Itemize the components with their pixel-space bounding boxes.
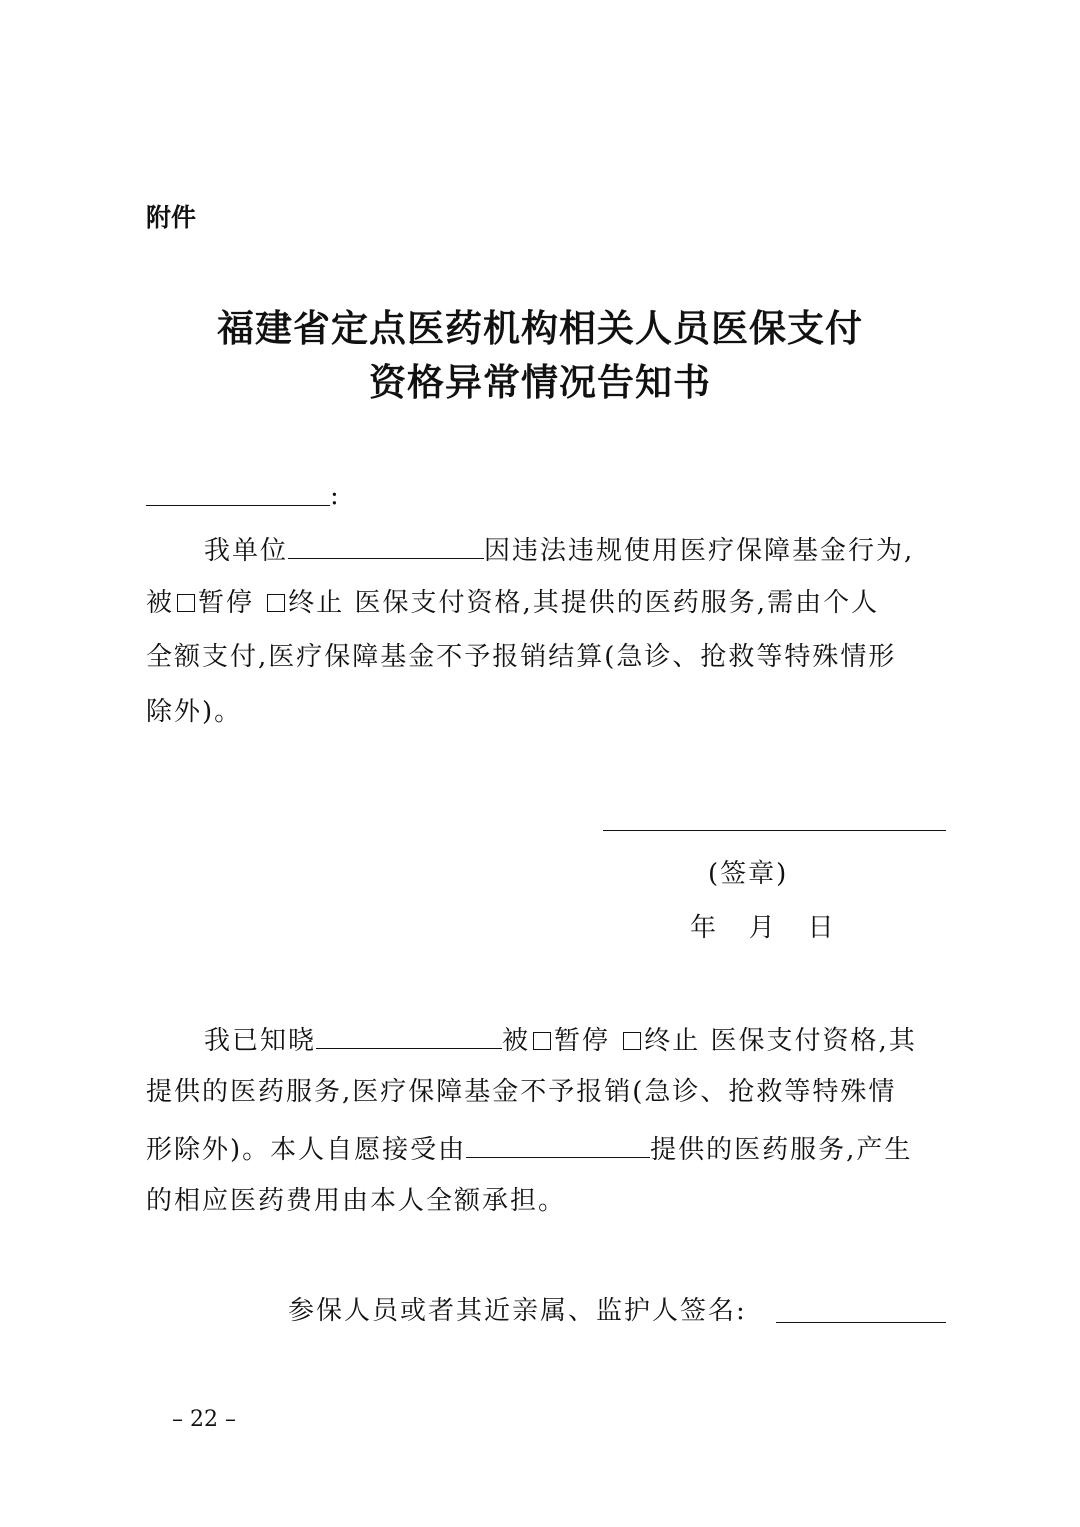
signature-label: 参保人员或者其近亲属、监护人签名: <box>288 1296 747 1326</box>
para1-line2-start: 被 <box>146 588 175 618</box>
seal-date: 年 月 日 <box>690 913 836 943</box>
para2-line3-start: 形除外)。本人自愿接受由 <box>146 1135 467 1165</box>
para2-line1-end: 终止 医保支付资格,其 <box>644 1026 917 1056</box>
entity-name-blank[interactable] <box>316 1018 502 1049</box>
addressee-blank[interactable] <box>146 505 330 506</box>
addressee-colon: : <box>330 481 341 511</box>
suspend-label-2: 暂停 <box>554 1026 621 1056</box>
suspend-checkbox[interactable] <box>177 594 195 612</box>
terminate-checkbox[interactable] <box>267 594 285 612</box>
para2-line1 <box>204 1018 917 1061</box>
document-title-line1: 福建省定点医药机构相关人员医保支付 <box>217 306 863 350</box>
unit-name-blank[interactable] <box>288 528 484 559</box>
attachment-label: 附件 <box>146 203 197 232</box>
para1-line1 <box>204 528 914 571</box>
para1-line2-end: 终止 医保支付资格,其提供的医药服务,需由个人 <box>288 588 880 618</box>
para2-line1-start: 我已知晓 <box>204 1026 317 1056</box>
para2-line3-end: 提供的医药服务,产生 <box>650 1135 913 1165</box>
suspend-label: 暂停 <box>198 588 265 618</box>
provider-name-blank[interactable] <box>466 1127 650 1158</box>
para1-line3: 全额支付,医疗保障基金不予报销结算(急诊、抢救等特殊情形 <box>146 642 897 672</box>
para1-line1-start: 我单位 <box>204 536 289 566</box>
para2-line1-mid: 被 <box>502 1026 531 1056</box>
document-title-line2: 资格异常情况告知书 <box>369 360 711 404</box>
terminate-checkbox-2[interactable] <box>623 1032 641 1050</box>
para1-line4: 除外)。 <box>146 697 243 727</box>
page-number: – 22 – <box>172 1407 236 1432</box>
seal-signature-line[interactable] <box>603 830 946 831</box>
para1-line2 <box>146 583 879 623</box>
para2-line3 <box>146 1127 912 1170</box>
para2-line2: 提供的医药服务,医疗保障基金不予报销(急诊、抢救等特殊情 <box>146 1077 897 1107</box>
seal-label: (签章) <box>708 859 789 889</box>
signature-blank[interactable] <box>776 1322 946 1323</box>
para1-line1-end: 因违法违规使用医疗保障基金行为, <box>484 536 915 566</box>
suspend-checkbox-2[interactable] <box>533 1032 551 1050</box>
para2-line4: 的相应医药费用由本人全额承担。 <box>146 1186 567 1216</box>
